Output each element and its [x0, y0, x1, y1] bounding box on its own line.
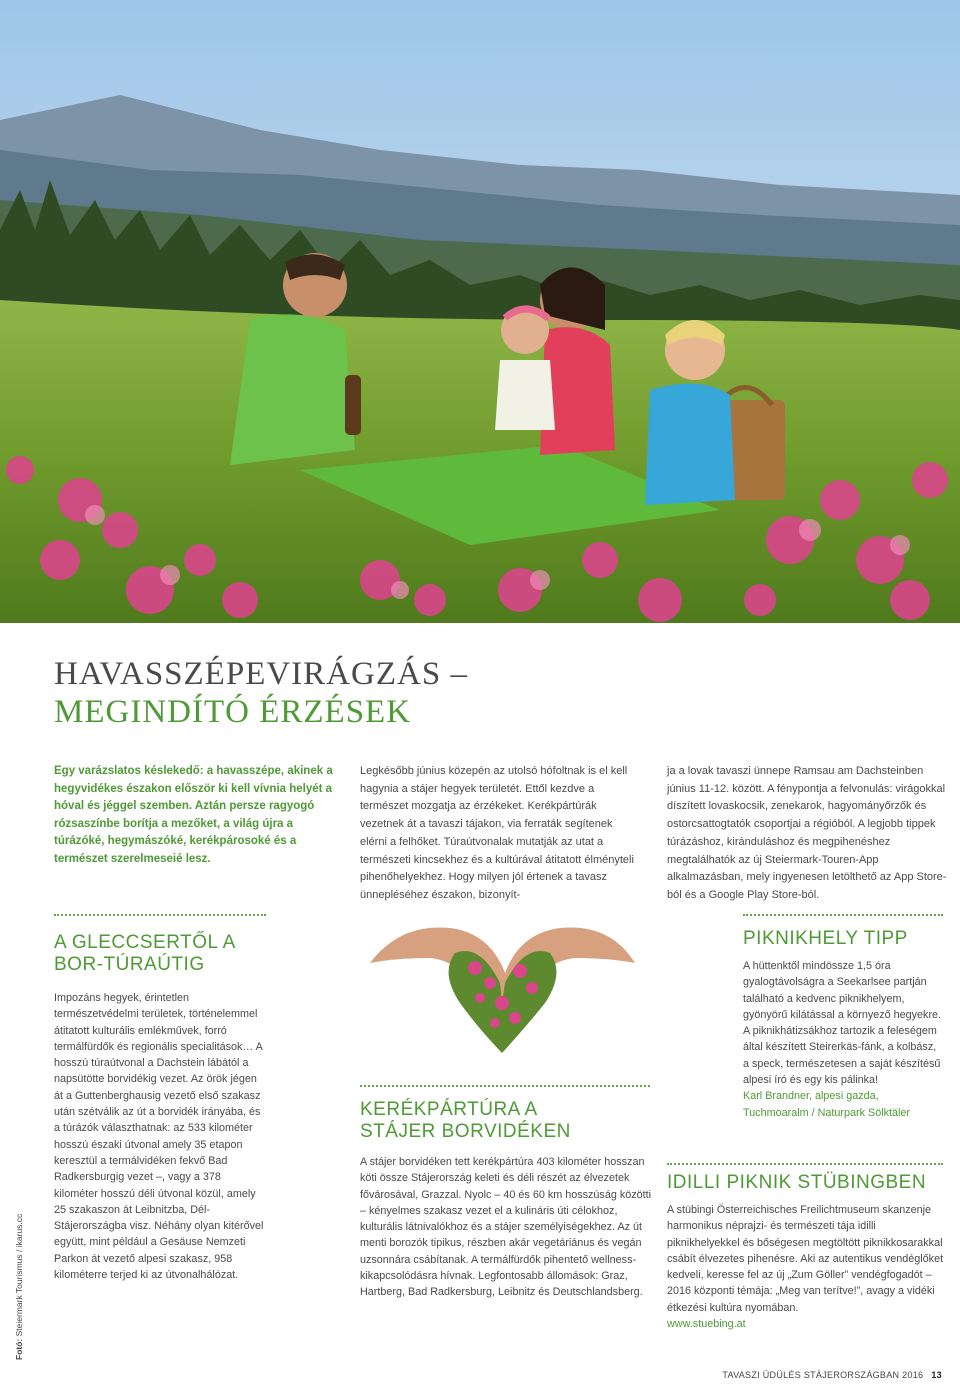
- stubing-body: A stübingi Österreichisches Freilichtmuseum skanzenje harmonikus néprajzi- és természeti tája idilli piknikhelyekkel és bőségesen megtöltött piknikkosarakkal csábít élvezetes pihenésre. Aki az autentikus vendéglőket kedveli, keresse fel az új „Zum Göller” vendégfogadót – 2016 központi témája: „Meg van terítve!”, avagy a vidéki étkezési kultúra nyomában.: [667, 1204, 944, 1314]
- section-divider-gleccser: [54, 914, 266, 916]
- kerekpar-body: A stájer borvidéken tett kerékpártúra 403 kilométer hosszan köti össze Stájerország keleti és déli részét az élvezetek fővárosával, Grazzal. Nyolc – 40 és 60 km hosszúság közötti – kényelmes szakasz vezet el a kulináris úti célokhoz, kulturális látnivalókhoz és a stájer személyiségekhez. Az út menti borozók tipikus, részben akár vegetáriánus és vegán uzsonnára csábítanak. A termálfürdők pihentető wellness-kikapcsolódásra hívnak. Legfontosabb állomások: Graz, Hartberg, Bad Radkersburg, Leibnitz és Deutschlandsberg.: [360, 1156, 652, 1299]
- stubing-heading: IDILLI PIKNIK STÜBINGBEN: [667, 1172, 927, 1193]
- section-divider-kerekpar: [360, 1085, 650, 1087]
- heart-hands-image: [360, 903, 645, 1073]
- kerekpar-heading-line-2: STÁJER BORVIDÉKEN: [360, 1121, 571, 1142]
- title-line-2: MEGINDÍTÓ ÉRZÉSEK: [54, 694, 412, 730]
- article-title: [54, 655, 468, 731]
- stubing-content: [667, 1202, 949, 1332]
- title-line-1: HAVASSZÉPEVIRÁGZÁS –: [54, 656, 468, 692]
- gleccser-body: Impozáns hegyek, érintetlen természetvédelmi területek, történelemmel átitatott kulturális emlékművek, forró termálfürdők és regionális specialitások… A hosszú túraútvonal a Dachstein lábától a napsütötte borvidékig vezet. Az örök jégen át a Guttenberghausig vezető első szakasz után szétválik az út a borvidék irányába, és a túrázók választhatnak: az 533 kilométer hosszú északi útvonal amely 35 etapon keresztül a termálvidéken fekvő Bad Radkersburgig vezet –, vagy a 378 kilométer hosszú déli útvonal közül, amely 25 szakaszon át Leibnitzba, Dél-Stájerországba visz. Néhány olyan kitérővel együtt, mint például a Gesäuse Nemzeti Parkon át vezető alpesi szakasz, 958 kilométerre terjed ki az útvonalhálózat.: [54, 992, 264, 1282]
- piknik-tipp-body: A hüttenktől mindössze 1,5 óra gyalogtávolságra a Seekarlsee partján található a kedvenc piknikhelyem, gyönyörű kilátással a környező hegyekre. A piknikhátizsákhoz tartozik a feleségem által készített Steirerkäs-fánk, a kolbász, a speck, természetesen a saját készítésű alpesi író és egy kis pálinka!: [743, 960, 942, 1087]
- page-number: 13: [931, 1370, 942, 1380]
- gleccser-heading-line-2: BOR-TÚRAÚTIG: [54, 954, 205, 975]
- gleccser-heading-line-1: A GLECCSERTŐL A: [54, 932, 236, 953]
- hero-photo: [0, 0, 960, 623]
- section-divider-piknik-tipp: [743, 914, 943, 916]
- kerekpar-heading: [360, 1099, 571, 1143]
- kerekpar-heading-line-1: KERÉKPÁRTÚRA A: [360, 1099, 538, 1120]
- picnic-meadow-image: [0, 0, 960, 623]
- section-divider-stubing: [667, 1163, 943, 1165]
- intro-column-3: ja a lovak tavaszi ünnepe Ramsau am Dachsteinben június 11-12. között. A fénypontja a felvonulás: virágokkal díszített lovaskocsik, zenekarok, hagyományőrzők és ostorcsattogtatók csoportjai a régióból. A legjobb tippek túrázáshoz, kiránduláshoz és megpihenéshez megtalálhatók az új Steiermark-Touren-App alkalmazásban, mely ingyenesen letölthető az App Store-ból és a Google Play Store-ból.: [667, 765, 947, 901]
- photo-credit: [14, 1214, 24, 1360]
- page-footer: [722, 1370, 942, 1380]
- gleccser-heading: [54, 932, 236, 976]
- heart-hands-illustration: [360, 903, 645, 1073]
- intro-lead: Egy varázslatos késlekedő: a havasszépe, akinek a hegyvidékes északon először ki kell vívnia helyét a hóval és jéggel szemben. Aztán persze ragyogó rózsaszínbe borítja a mezőket, a világ újra a túrázóké, hegymászóké, kerékpárosoké és a természet szerelmeseié lesz.: [54, 765, 333, 865]
- photo-credit-label: Fotó:: [14, 1338, 24, 1360]
- intro-column-2: Legkésőbb június közepén az utolsó hófoltnak is el kell hagynia a stájer hegyek területét. Ettől kezdve a természet mozgatja az érzékeket. Kerékpártúrák vezetnek át a tavaszi tájakon, via ferraták segítenek elérni a felhőket. Túraútvonalak mutatják az utat a természeti kincsekhez és a kultúrával átitatott élményteli pihenőhelyekhez. Hogy milyen jól értenek a tavasz ünnepléséhez északon, bizonyít-: [360, 765, 634, 901]
- piknik-tipp-content: [743, 958, 943, 1121]
- stubing-link[interactable]: www.stuebing.at: [667, 1318, 746, 1331]
- piknik-tipp-heading: PIKNIKHELY TIPP: [743, 928, 908, 949]
- photo-credit-text: Steiermark Tourismus / ikarus.cc: [14, 1213, 24, 1337]
- footer-title: TAVASZI ÜDÜLÉS STÁJERORSZÁGBAN 2016: [722, 1370, 924, 1380]
- piknik-tipp-author: Karl Brandner, alpesi gazda, Tuchmoaralm / Naturpark Sölktäler: [743, 1090, 911, 1119]
